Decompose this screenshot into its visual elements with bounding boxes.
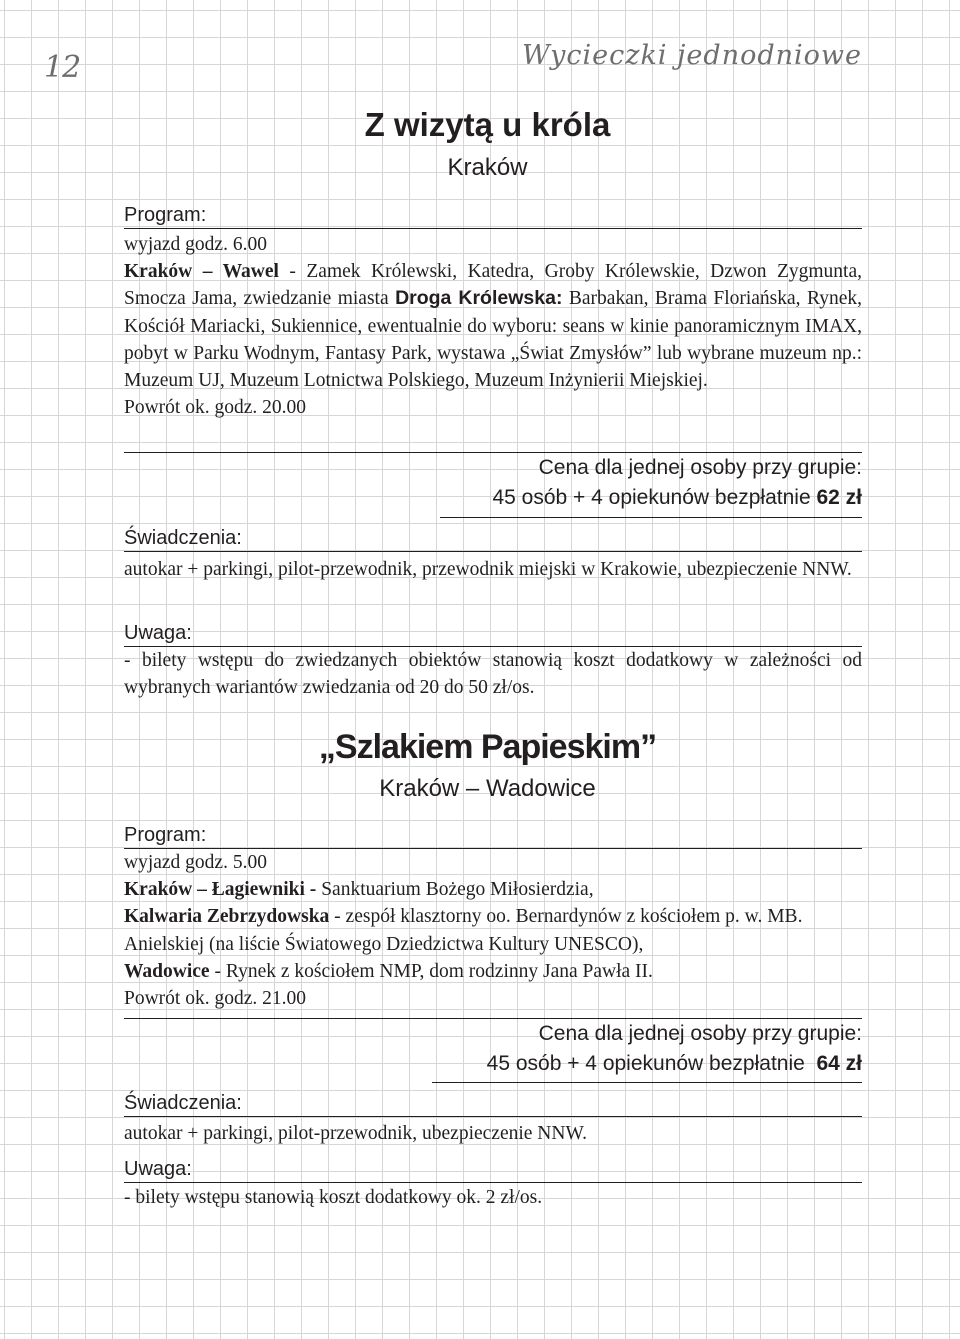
trip2-line1-rest: Sanktuarium Bożego Miłosierdzia, <box>316 879 594 901</box>
trip2-price-line2: 45 osób + 4 opiekunów bezpłatnie <box>486 1052 817 1075</box>
trip2-line3 <box>124 958 862 985</box>
trip2-program-text <box>124 849 862 1012</box>
trip2-program-label: Program: <box>124 822 862 849</box>
trip2-subtitle: Kraków – Wadowice <box>379 775 596 802</box>
trip2-price-underline <box>432 1082 862 1083</box>
trip2-return: Powrót ok. godz. 21.00 <box>124 988 306 1010</box>
trip1-notes-label: Uwaga: <box>124 620 862 647</box>
trip2-price-line1: Cena dla jednej osoby przy grupie: <box>538 1022 862 1045</box>
trip2-price-value: 64 zł <box>816 1052 862 1075</box>
trip1-departure: wyjazd godz. 6.00 <box>124 234 267 255</box>
trip2-title: „Szlakiem Papieskim” <box>318 728 657 766</box>
trip2-price <box>124 1018 862 1079</box>
page-number: 12 <box>44 50 81 85</box>
trip1-price-underline <box>440 517 862 518</box>
trip2-services-label: Świadczenia: <box>124 1090 862 1117</box>
trip1-price-line2: 45 osób + 4 opiekunów bezpłatnie <box>492 486 817 509</box>
trip1-route-bold: Kraków – Wawel <box>124 261 279 283</box>
trip2-services: autokar + parkingi, pilot-przewodnik, ubezpieczenie NNW. <box>124 1123 587 1144</box>
trip1-route-rest: - Zamek Królewski, Katedra, Groby Królewskie, Dzwon Zygmunta, Smocza Jama, zwiedzanie miasta <box>124 261 862 310</box>
trip2-line3-bold: Wadowice <box>124 960 210 982</box>
trip2-notes: - bilety wstępu stanowią koszt dodatkowy ok. 2 zł/os. <box>124 1187 543 1208</box>
trip2-line1-bold: Kraków – Łagiewniki - <box>124 879 317 901</box>
trip2-line2-rest: - zespół klasztorny oo. Bernardynów z kościołem p. w. MB. Anielskiej (na liście Światowego Dziedzictwa Kultury UNESCO), <box>124 906 803 955</box>
trip2-line2 <box>124 903 824 957</box>
trip2-price-line2-wrap <box>124 1049 862 1079</box>
page-header: Wycieczki jednodniowe <box>521 40 862 71</box>
trip2-notes-label: Uwaga: <box>124 1156 862 1183</box>
trip1-price-value: 62 zł <box>816 486 862 509</box>
trip1-price <box>124 452 862 513</box>
trip1-return: Powrót ok. godz. 20.00 <box>124 397 306 419</box>
trip1-program-label: Program: <box>124 202 862 229</box>
trip1-title: Z wizytą u króla <box>364 106 611 143</box>
trip1-services: autokar + parkingi, pilot-przewodnik, przewodnik miejski w Krakowie, ubezpieczenie NNW. <box>124 559 852 580</box>
trip2-line1 <box>124 876 862 903</box>
trip1-program-text <box>124 231 862 421</box>
trip2-line2-bold: Kalwaria Zebrzydowska <box>124 906 330 928</box>
trip1-route-rest2: Barbakan, Brama Floriańska, Rynek, Kościół Mariacki, Sukiennice, ewentualnie do wyboru: seans w kinie panoramicznym IMAX, pobyt w Parku Wodnym, Fantasy Park, wystawa „Świat Zmysłów” lub wybrane muzeum np.: Muzeum UJ, Muzeum Lotnictwa Polskiego, Muzeum Inżynierii Miejskiej. <box>124 288 862 392</box>
trip1-services-label: Świadczenia: <box>124 525 862 552</box>
trip1-subtitle: Kraków <box>447 154 528 181</box>
trip1-route <box>124 258 862 394</box>
trip1-price-line1: Cena dla jednej osoby przy grupie: <box>538 456 862 479</box>
trip1-route-bold2: Droga Królewska: <box>395 287 563 310</box>
trip2-line3-rest: - Rynek z kościołem NMP, dom rodzinny Jana Pawła II. <box>209 960 653 982</box>
trip2-departure: wyjazd godz. 5.00 <box>124 852 267 873</box>
trip1-price-line2-wrap <box>124 483 862 513</box>
trip1-notes: - bilety wstępu do zwiedzanych obiektów stanowią koszt dodatkowy w zależności od wybranych wariantów zwiedzania od 20 do 50 zł/os. <box>124 650 862 699</box>
